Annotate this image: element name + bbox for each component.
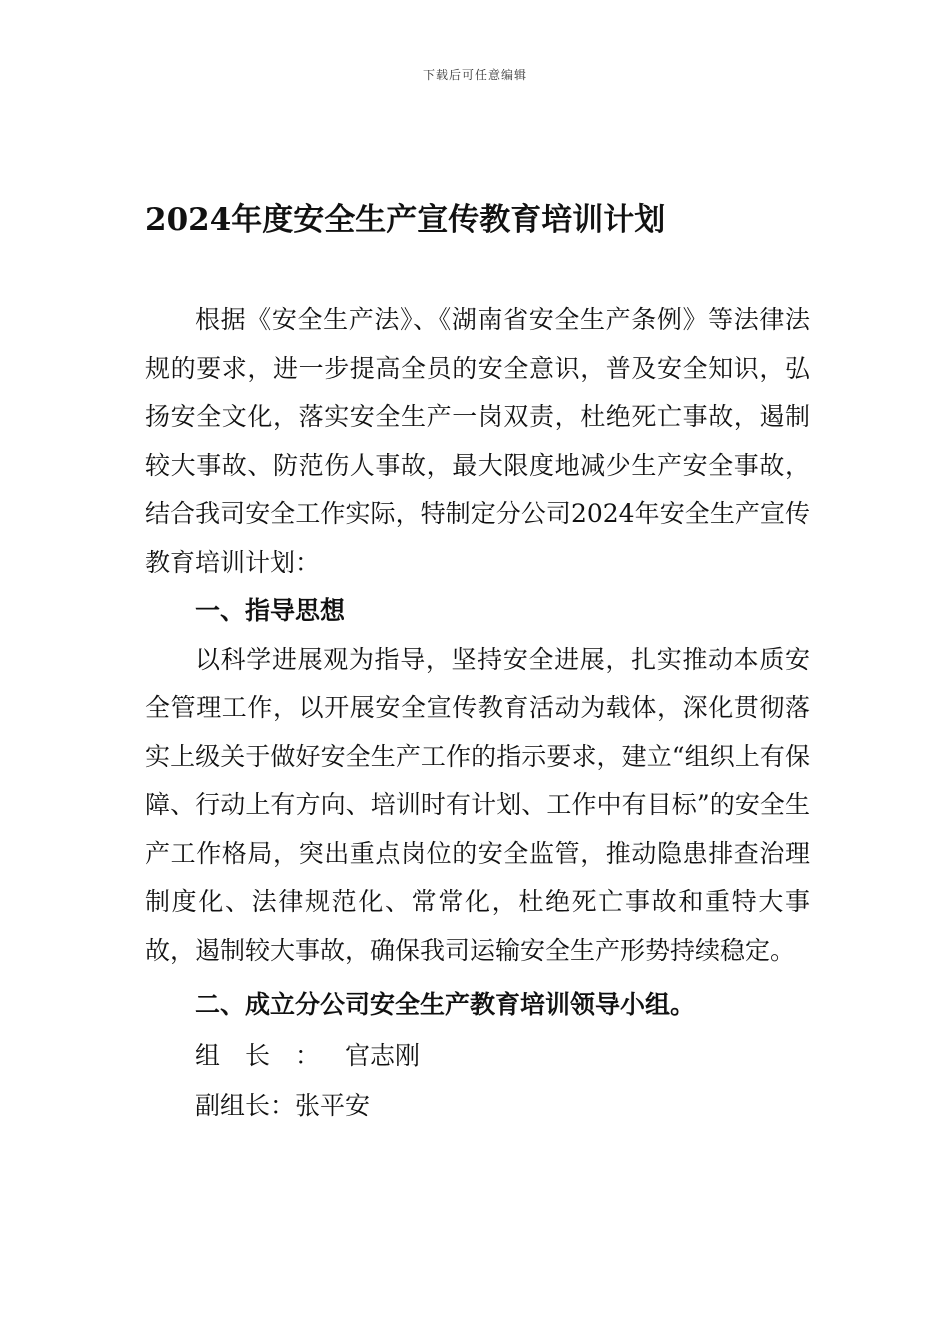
member-role: 副组长： (195, 1091, 296, 1120)
section-2-heading: 二、成立分公司安全生产教育培训领导小组。 (195, 990, 696, 1019)
document-body (145, 296, 810, 1131)
intro-paragraph: 根据《安全生产法》、《湖南省安全生产条例》等法律法规的要求，进一步提高全员的安全意识，普及安全知识，弘扬安全文化，落实安全生产一岗双责，杜绝死亡事故，遏制较大事故、防范伤人事故，最大限度地减少生产安全事故，结合我司安全工作实际，特制定分公司2024年安全生产宣传教育培训计划： (145, 305, 810, 577)
header-note: 下载后可任意编辑 (422, 68, 527, 82)
document-title: 2024年度安全生产宣传教育培训计划 (145, 202, 666, 238)
member-deputy-leader (145, 1082, 810, 1131)
member-name: 官志刚 (345, 1040, 421, 1070)
member-leader (145, 1032, 810, 1081)
section-1-heading: 一、指导思想 (195, 596, 346, 625)
section-1-paragraph: 以科学进展观为指导，坚持安全进展，扎实推动本质安全管理工作，以开展安全宣传教育活动为载体，深化贯彻落实上级关于做好安全生产工作的指示要求，建立“组织上有保障、行动上有方向、培训时有计划、工作中有目标”的安全生产工作格局，突出重点岗位的安全监管，推动隐患排查治理制度化、法律规范化、常常化，杜绝死亡事故和重特大事故，遏制较大事故，确保我司运输安全生产形势持续稳定。 (145, 644, 810, 965)
member-role: 组长： (195, 1040, 346, 1070)
member-name: 张平安 (295, 1091, 371, 1120)
